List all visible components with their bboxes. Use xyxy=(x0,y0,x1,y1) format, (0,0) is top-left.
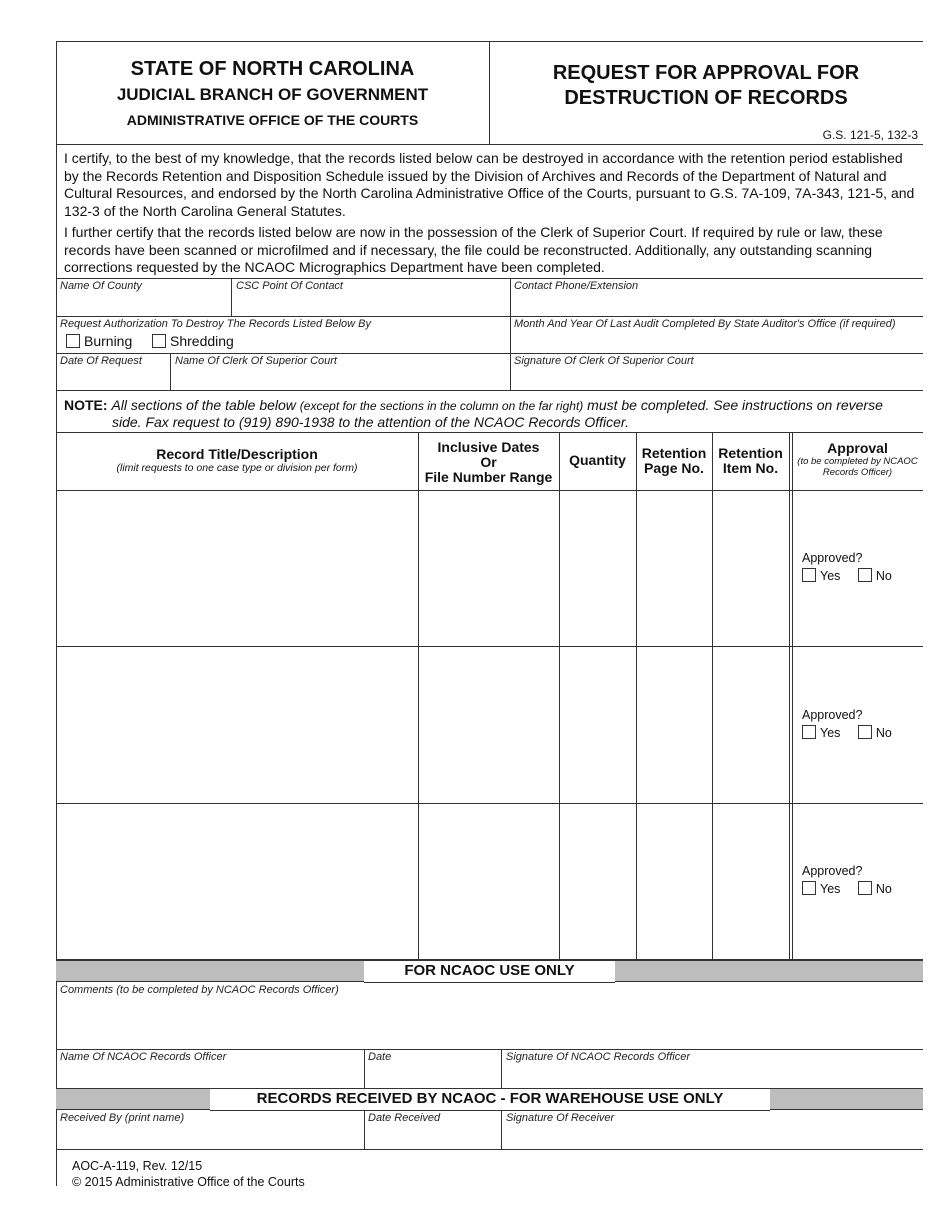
copyright: © 2015 Administrative Office of the Courts xyxy=(72,1175,305,1189)
form-title-line1: REQUEST FOR APPROVAL FOR xyxy=(552,62,860,84)
officer-name-field[interactable]: Name Of NCAOC Records Officer xyxy=(60,1051,227,1063)
approval-block: Approved? Yes No xyxy=(802,551,892,583)
burning-checkbox[interactable] xyxy=(66,334,80,348)
approved-yes-checkbox[interactable] xyxy=(802,725,816,739)
table-row[interactable] xyxy=(57,491,418,646)
county-field[interactable]: Name Of County xyxy=(60,280,142,292)
statute-reference: G.S. 121-5, 132-3 xyxy=(822,128,918,142)
approved-label: Approved? xyxy=(802,864,863,878)
col-approval: Approval (to be completed by NCAOC Records Officer) xyxy=(797,440,918,478)
last-audit-field[interactable]: Month And Year Of Last Audit Completed By State Auditor's Office (if required) xyxy=(514,318,896,330)
ncaoc-use-only-title: FOR NCAOC USE ONLY xyxy=(404,962,575,979)
approved-label: Approved? xyxy=(802,551,863,565)
shredding-option[interactable]: Shredding xyxy=(152,333,234,349)
note-label: NOTE: xyxy=(64,397,108,413)
officer-signature-field[interactable]: Signature Of NCAOC Records Officer xyxy=(506,1051,691,1063)
certification-paragraph-2: I further certify that the records listed below are now in the possession of the Clerk of Superior Court. If required by rule or law, these records have been scanned or microfilmed and if necessary, the file could be reconstructed. Additionally, any outstanding scanning corrections requested by the NCAOC Micrographics Department have been completed. xyxy=(64,224,883,276)
burning-option[interactable]: Burning xyxy=(66,333,132,349)
warehouse-bar-left xyxy=(56,1088,210,1110)
col-inclusive-dates: Inclusive Dates Or File Number Range xyxy=(424,439,553,485)
shredding-checkbox[interactable] xyxy=(152,334,166,348)
clerk-signature-field[interactable]: Signature Of Clerk Of Superior Court xyxy=(514,355,694,367)
col-retention-page: Retention Page No. xyxy=(641,445,707,476)
approved-no-checkbox[interactable] xyxy=(858,725,872,739)
receiver-signature-field[interactable]: Signature Of Receiver xyxy=(506,1112,615,1124)
note-block: NOTE: All sections of the table below (except for the sections in the column on the far right) must be completed. See instructions on reverse side. Fax request to (919) 890-1938 to the attention of the NCAOC Records Officer. xyxy=(64,397,883,430)
state-name: STATE OF NORTH CAROLINA xyxy=(130,58,415,80)
comments-field[interactable]: Comments (to be completed by NCAOC Records Officer) xyxy=(60,984,339,996)
office-name: ADMINISTRATIVE OFFICE OF THE COURTS xyxy=(126,112,419,128)
received-by-field[interactable]: Received By (print name) xyxy=(60,1112,185,1124)
approved-label: Approved? xyxy=(802,708,863,722)
col-retention-item: Retention Item No. xyxy=(718,445,783,476)
branch-name: JUDICIAL BRANCH OF GOVERNMENT xyxy=(116,85,429,104)
approval-block: Approved? Yes No xyxy=(802,708,892,740)
table-row[interactable] xyxy=(57,804,418,959)
approval-block: Approved? Yes No xyxy=(802,864,892,896)
date-of-request-field[interactable]: Date Of Request xyxy=(60,355,142,367)
approved-no-checkbox[interactable] xyxy=(858,881,872,895)
approved-yes-checkbox[interactable] xyxy=(802,568,816,582)
warehouse-bar-right xyxy=(770,1088,923,1110)
date-received-field[interactable]: Date Received xyxy=(368,1112,441,1124)
officer-date-field[interactable]: Date xyxy=(368,1051,392,1063)
warehouse-title: RECORDS RECEIVED BY NCAOC - FOR WAREHOUSE USE ONLY xyxy=(256,1090,724,1107)
ncaoc-bar-left xyxy=(56,960,364,982)
csc-contact-field[interactable]: CSC Point Of Contact xyxy=(236,280,343,292)
ncaoc-bar-right xyxy=(615,960,923,982)
authorization-label: Request Authorization To Destroy The Records Listed Below By xyxy=(60,318,372,330)
form-number: AOC-A-119, Rev. 12/15 xyxy=(72,1159,203,1173)
col-record-title: Record Title/Description (limit requests to one case type or division per form) xyxy=(116,446,358,474)
table-row[interactable] xyxy=(57,647,418,802)
approved-yes-checkbox[interactable] xyxy=(802,881,816,895)
form-title-line2: DESTRUCTION OF RECORDS xyxy=(564,87,848,109)
clerk-name-field[interactable]: Name Of Clerk Of Superior Court xyxy=(175,355,337,367)
certification-paragraph-1: I certify, to the best of my knowledge, that the records listed below can be destroyed in accordance with the retention period established by the Records Retention and Disposition Schedule issued by the Division of Archives and Records of the Department of Natural and Cultural Resources, and endorsed by the North Carolina Administrative Office of the Courts, pursuant to G.S. 7A-109, 7A-343, 121-5, and 132-3 of the North Carolina General Statutes. xyxy=(64,150,915,219)
approved-no-checkbox[interactable] xyxy=(858,568,872,582)
col-quantity: Quantity xyxy=(569,452,626,468)
contact-phone-field[interactable]: Contact Phone/Extension xyxy=(514,280,639,292)
